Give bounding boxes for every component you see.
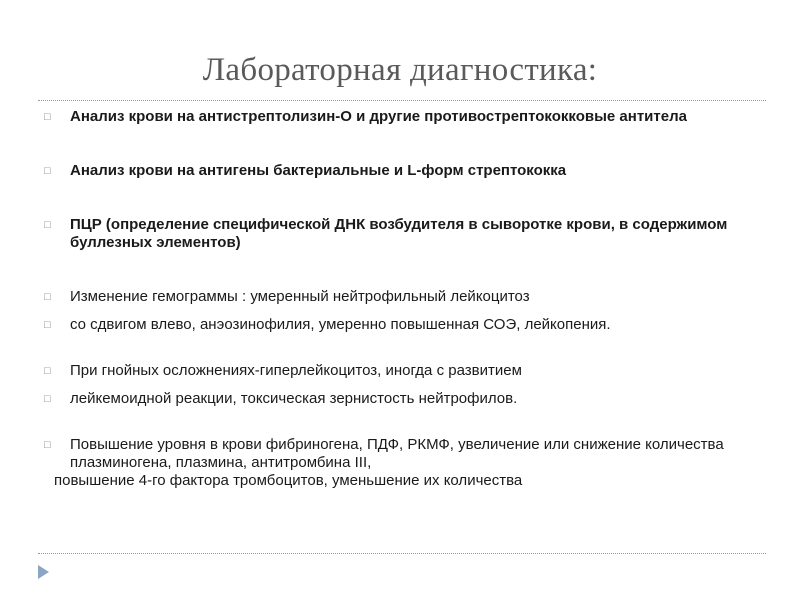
square-bullet-icon: □ [44,319,51,331]
bullet-text: Анализ крови на антигены бактериальные и L-форм стрептококка [70,162,567,179]
bullet-list [44,108,764,490]
bullet-item [44,288,764,306]
bullet-text: Анализ крови на антистрептолизин-О и другие противострептококковые антитела [70,108,687,125]
footer-divider [38,553,766,554]
bullet-text: При гнойных осложнениях-гиперлейкоцитоз, иногда с развитием [70,362,522,379]
bullet-text: Повышение уровня в крови фибриногена, ПДФ, РКМФ, увеличение или снижение количества плазминогена, плазмина, антитромбина III, [70,436,724,471]
bullet-item [44,436,764,472]
bullet-text: со сдвигом влево, анэозинофилия, умеренно повышенная СОЭ, лейкопения. [70,316,611,333]
title-divider [38,100,766,101]
bullet-item [44,108,764,126]
square-bullet-icon: □ [44,439,51,451]
square-bullet-icon: □ [44,165,51,177]
bullet-item [44,362,764,380]
bullet-text: лейкемоидной реакции, токсическая зернистость нейтрофилов. [70,390,518,407]
square-bullet-icon: □ [44,111,51,123]
bullet-item [44,162,764,180]
square-bullet-icon: □ [44,393,51,405]
bullet-text: ПЦР (определение специфической ДНК возбудителя в сыворотке крови, в содержимом буллезных элементов) [70,216,728,251]
bullet-item [44,316,764,334]
bullet-item [44,390,764,408]
bullet-continuation [44,472,764,490]
bullet-item [44,216,764,252]
slide-title: Лабораторная диагностика: [202,52,598,88]
square-bullet-icon: □ [44,219,51,231]
play-arrow-icon [38,565,49,579]
bullet-text: Изменение гемограммы : умеренный нейтрофильный лейкоцитоз [70,288,530,305]
square-bullet-icon: □ [44,365,51,377]
bullet-text: повышение 4-го фактора тромбоцитов, уменьшение их количества [54,472,523,489]
square-bullet-icon: □ [44,291,51,303]
